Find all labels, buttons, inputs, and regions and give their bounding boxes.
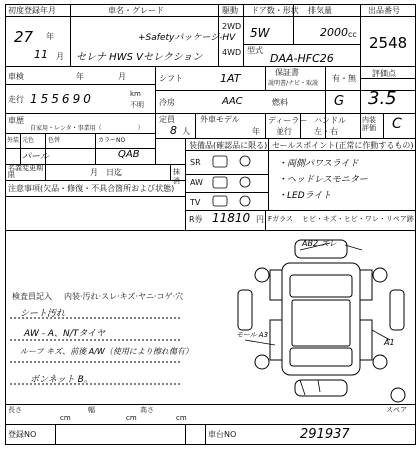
year-unit: 年 [46,32,54,41]
height-unit: cm [176,414,187,422]
drive-2wd: 2WD [222,22,242,31]
reg-no-label: 登録NO [8,430,37,439]
original-color-label: 元色 [22,137,35,144]
grade-line1: +Safetyパッケージ-HV [138,33,236,43]
warranty-sub: 説明書/ナビ・取説 [268,80,319,87]
first-reg-label: 初度登録年月 [8,6,56,15]
equip-aw: AW [190,178,203,187]
mileage-digit: 5 [40,92,52,106]
color-no-label: カラーNO [98,137,126,144]
chassis-no: 291937 [300,427,350,442]
dealer-label: ディーラー [268,116,308,125]
inspector-opt: 内装 [64,292,80,301]
warranty-label: 保証書 [275,68,299,77]
interior-label: 内装評価 [362,116,376,132]
name-grade-label: 車名・グレード [108,6,164,15]
inspector-note-1: シート汚れ [20,309,66,319]
listing-no: 2548 [369,34,408,52]
capacity-value: 8 [170,124,177,137]
inspector-label: 検査員記入 [12,292,52,301]
history-label: 車歴 [8,116,24,125]
mileage-digits [30,92,94,106]
aircon-value: AAC [222,96,243,107]
inspector-opt: ヤニ [138,292,155,301]
dealer-value: 並行 [276,127,292,136]
sales-point-2: ・ヘッドレスモニター [278,175,368,185]
exterior-label: 外装 [7,137,20,144]
drive-label: 駆動 [222,6,238,15]
interior-score: C [392,116,402,132]
doors-shape-label: ドア数・形状 [251,6,299,15]
glass-label: Fガラス [268,215,293,223]
equip-tv: TV [190,198,201,207]
month-unit: 月 [56,52,64,61]
doors-shape-value: 5W [250,26,270,40]
displacement-value: 2000 [320,26,348,39]
cancel-label: 抹消 [173,168,180,185]
spare-label: スペア [386,406,407,414]
score-label: 評価点 [372,69,396,78]
mileage-digit: 6 [61,92,73,106]
length-unit: cm [60,414,71,422]
inspector-opt: コゲ [156,292,173,301]
exterior-color: パール [22,152,49,162]
model-code: DAA-HFC26 [270,52,334,65]
import-label: 外車モデル [200,115,240,124]
car-diagram [238,240,405,402]
glass-options: ヒビ・キズ・ヒビ・ワレ・リペア跡 [302,215,414,223]
capacity-label: 定員 [159,115,175,124]
import-year: 年 [252,127,260,136]
fuel-label: 燃料 [272,98,288,107]
width-unit: cm [126,414,137,422]
grade-line2: セレナ HWS Vセレクション [76,52,203,63]
recycle-label: R券 [189,215,203,224]
displacement-label: 排気量 [308,6,332,15]
height-label: 高さ [140,406,154,414]
score-value: 3.5 [368,88,397,109]
inspector-note-3: ルーフ キズ、前後 A/W（使用により擦れ傷有） [20,347,193,356]
model-label: 型式 [247,46,263,55]
inspector-opt: 汚れ [82,292,99,301]
date-label: 月 日迄 [90,168,122,177]
first-reg-month: 11 [34,48,48,61]
unknown-label: 不明 [130,101,144,109]
inspector-opt: キズ [119,292,136,301]
inspector-opt: スレ [101,292,118,301]
inspector-opt: 穴 [175,292,184,301]
history-options: 自家用・レンタ・事業用（ ） [30,125,144,132]
sales-point-3: ・LEDライト [278,191,332,201]
mileage-digit: 5 [51,92,62,106]
diagram-roof-note: AB2 ズレ [302,239,337,248]
first-reg-year: 27 [14,28,34,46]
capacity-unit: 人 [182,127,190,136]
diagram-right-note: A1 [384,338,395,347]
recycle-unit: 円 [256,215,264,224]
color-change-label: 色替 [48,137,61,144]
handle-label: ハンドル [314,116,346,125]
mileage-digit: 0 [83,92,94,106]
recycle-fee: 11810 [212,211,251,225]
shift-label: シフト [159,74,183,83]
mileage-digit: 1 [30,92,41,106]
mileage-label: 走行 [8,95,24,104]
equip-sr: SR [190,158,201,167]
listing-no-label: 出品番号 [368,6,400,15]
inspection-month-unit: 月 [118,72,126,81]
inspection-label: 車検 [8,72,24,81]
notes-label: 注意事項(欠品・修復・不具合箇所および状態) [8,184,175,193]
equip-label: 装備品(確認品に限る) [189,141,268,150]
km-unit: km [130,90,141,98]
drive-4wd: 4WD [222,48,242,57]
cc-unit: cc [348,30,357,39]
inspector-options: 内装·汚れ·スレ·キズ·ヤニ·コゲ·穴 [64,292,184,301]
mileage-digit: 9 [72,92,84,106]
color-no: QAB [118,149,140,160]
sales-point-1: ・両側パワスライド [278,159,359,169]
shift-value: 1AT [220,72,241,85]
inspector-note-4: ボンネット B。 [30,375,93,385]
diagram-left-note: モール A3 [236,331,269,339]
inspector-note-2: AW - A、N/Tタイヤ [24,329,106,339]
chassis-label: 車台NO [208,430,237,439]
width-label: 幅 [88,406,95,414]
aircon-label: 冷房 [159,98,175,107]
equipment-icons [213,156,250,206]
inspection-year-unit: 年 [76,72,84,81]
warranty-options: 有・無 [332,74,356,83]
name-change-label: 名義変更期限 [8,164,43,179]
handle-options: 左・右 [314,127,338,136]
length-label: 長さ [8,406,22,414]
fuel-value: G [334,94,345,109]
sales-point-label: セールスポイント(正常に作動するもの) [272,141,414,150]
